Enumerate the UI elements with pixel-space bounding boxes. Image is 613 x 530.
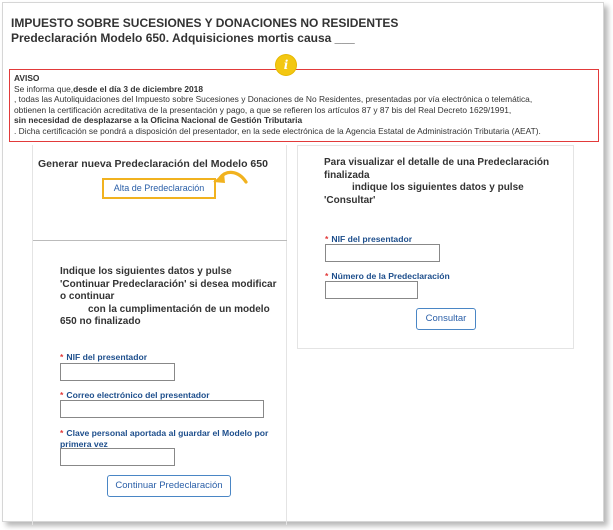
curved-arrow-icon	[210, 168, 250, 192]
required-mark: *	[60, 390, 64, 400]
instruction-line: indique los siguientes datos y pulse	[352, 182, 524, 193]
notice-line-3: obtienen la certificación acreditativa de la presentación y pago, a que se refieren los artículos 87 y 87 bis del Real Decreto 1629/1991,	[14, 104, 512, 115]
notice-emphasis: sin necesidad de desplazarse a la Oficina Nacional de Gestión Tributaria	[14, 115, 303, 126]
numero-label-text: Número de la Predeclaración	[331, 271, 450, 281]
notice-date: desde el día 3 de diciembre 2018	[73, 83, 204, 94]
info-warning-icon: i	[276, 55, 296, 75]
clave-label	[60, 428, 285, 449]
continue-instructions	[60, 266, 280, 329]
consultar-button[interactable]: Consultar	[416, 308, 476, 330]
clave-label-text-2: primera vez	[60, 438, 108, 449]
alta-predeclaracion-button[interactable]: Alta de Predeclaración	[102, 178, 216, 199]
notice-line-5: . Dicha certificación se pondrá a disposición del presentador, en la sede electrónica de la Agencia Estatal de Administración Tributaria (AEAT).	[14, 125, 541, 136]
email-label-text: Correo electrónico del presentador	[66, 390, 210, 400]
nif-label-text: NIF del presentador	[66, 352, 148, 362]
nif-label-left	[60, 352, 147, 363]
email-label	[60, 390, 210, 401]
instruction-line: con la cumplimentación de un modelo	[88, 303, 270, 315]
numero-input[interactable]	[325, 281, 418, 299]
instruction-line: 'Continuar Predeclaración' si desea modificar	[60, 278, 277, 290]
email-input[interactable]	[60, 400, 264, 418]
consult-instructions	[324, 157, 569, 207]
required-mark: *	[60, 352, 64, 362]
required-mark: *	[325, 271, 329, 281]
required-mark: *	[325, 234, 329, 244]
nif-input-left[interactable]	[60, 363, 175, 381]
notice-heading: AVISO	[14, 73, 40, 83]
notice-line-1	[14, 84, 594, 95]
instruction-line: Indique los siguientes datos y pulse	[60, 266, 232, 277]
divider	[33, 240, 287, 241]
clave-input[interactable]	[60, 448, 175, 466]
page-title: IMPUESTO SOBRE SUCESIONES Y DONACIONES NO RESIDENTES	[11, 16, 399, 30]
notice-line-2: , todas las Autoliquidaciones del Impuesto sobre Sucesiones y Donaciones de No Residentes, presentadas por vía electrónica o telemática,	[14, 94, 533, 105]
instruction-line: finalizada	[324, 169, 370, 181]
new-predeclaration-title: Generar nueva Predeclaración del Modelo 650	[38, 158, 268, 170]
left-panel	[32, 145, 287, 525]
instruction-line: 'Consultar'	[324, 194, 376, 206]
continuar-predeclaracion-button[interactable]: Continuar Predeclaración	[107, 475, 231, 497]
instruction-line: o continuar	[60, 291, 115, 302]
page-subtitle: Predeclaración Modelo 650. Adquisiciones mortis causa ___	[11, 31, 355, 45]
numero-label	[325, 271, 450, 282]
nif-label-right	[325, 234, 412, 245]
notice-line-4	[14, 115, 594, 126]
nif-input-right[interactable]	[325, 244, 440, 262]
nif-label-text: NIF del presentador	[331, 234, 413, 244]
notice-text: Se informa que,	[14, 83, 74, 94]
clave-label-text: Clave personal aportada al guardar el Modelo por	[66, 428, 269, 438]
instruction-line: Para visualizar el detalle de una Predeclaración	[324, 157, 550, 168]
notice-box	[9, 69, 599, 142]
required-mark: *	[60, 428, 64, 438]
instruction-line: 650 no finalizado	[60, 316, 141, 327]
